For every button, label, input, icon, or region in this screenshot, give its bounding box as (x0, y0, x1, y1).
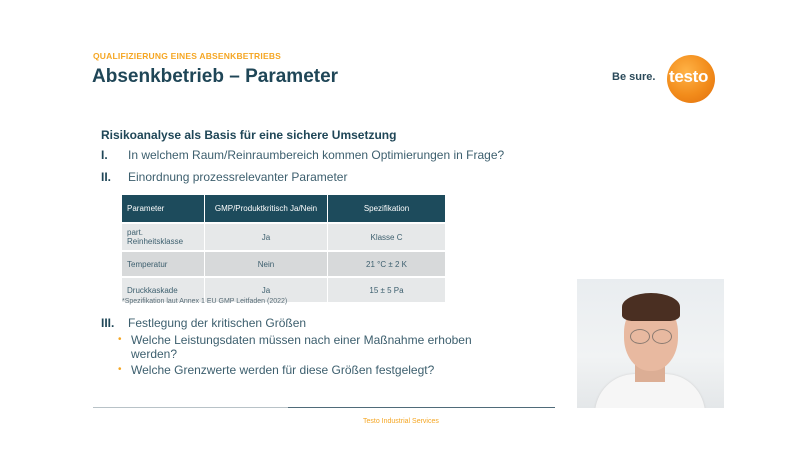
list-number: I. (101, 148, 108, 162)
photo-hair (622, 293, 680, 321)
list-text: In welchem Raum/Reinraumbereich kommen Optimierungen in Frage? (128, 148, 505, 162)
list-number: II. (101, 170, 112, 184)
glasses-icon (630, 329, 674, 343)
table-header: Parameter (122, 195, 205, 223)
presenter-photo (577, 279, 724, 408)
list-text: Einordnung prozessrelevanter Parameter (128, 170, 348, 184)
footer-divider-left (93, 407, 288, 408)
table-cell: Druckkaskade (122, 277, 205, 302)
table-header: Spezifikation (328, 195, 446, 223)
table-cell: Nein (205, 251, 328, 277)
parameter-table (122, 195, 445, 302)
list-text: Festlegung der kritischen Größen (128, 316, 307, 330)
logo-brand: testo (669, 67, 709, 86)
bullet-item (118, 333, 498, 361)
footer-text: Testo Industrial Services (363, 418, 439, 425)
testo-logo (612, 55, 727, 103)
bullet-icon: • (118, 364, 122, 375)
table-cell: Temperatur (122, 251, 205, 277)
bullet-icon: • (118, 334, 122, 345)
table-footnote: *Spezifikation laut Annex 1 EU GMP Leitfaden (2022) (122, 298, 288, 305)
table-row (122, 251, 445, 277)
bullet-item (118, 363, 498, 377)
table-cell: 21 °C ± 2 K (328, 251, 446, 277)
section-kicker: QUALIFIZIERUNG EINES ABSENKBETRIEBS (93, 51, 282, 61)
subheading: Risikoanalyse als Basis für eine sichere Umsetzung (101, 128, 397, 142)
bullet-text: Welche Leistungsdaten müssen nach einer Maßnahme erhoben werden? (131, 333, 472, 361)
bullet-text: Welche Grenzwerte werden für diese Größen festgelegt? (131, 363, 435, 377)
slide-title: Absenkbetrieb – Parameter (92, 66, 339, 87)
footer-divider-right (288, 407, 555, 408)
list-number: III. (101, 316, 115, 330)
table-cell: Ja (205, 223, 328, 251)
table-cell: Klasse C (328, 223, 446, 251)
table-cell: Ja (205, 277, 328, 302)
logo-tagline: Be sure. (612, 71, 656, 83)
table-header-row (122, 195, 445, 223)
table-row (122, 223, 445, 251)
table-cell: part. Reinheitsklasse (122, 223, 205, 251)
table-cell: 15 ± 5 Pa (328, 277, 446, 302)
table-header: GMP/Produktkritisch Ja/Nein (205, 195, 328, 223)
